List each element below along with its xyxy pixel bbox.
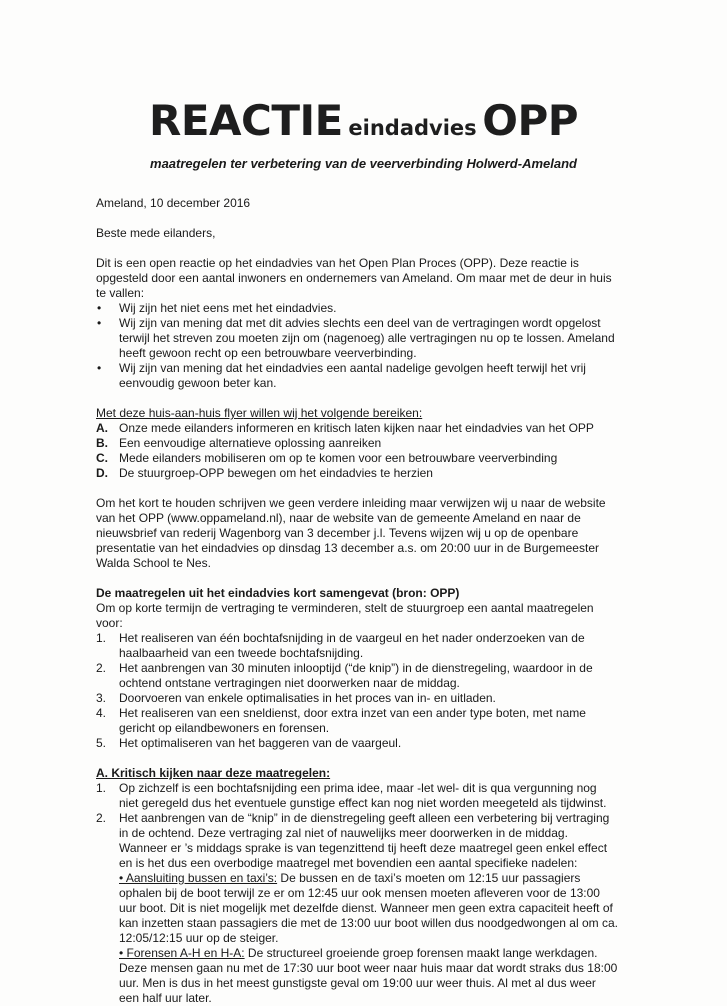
goal-text: Mede eilanders mobiliseren om op te komen voor een betrouwbare veerverbinding xyxy=(119,451,558,465)
goal-label: A. xyxy=(96,421,108,435)
sub-point-bussen-taxis xyxy=(119,871,618,946)
title-reactie: REACTIE xyxy=(148,96,343,145)
critical-list xyxy=(96,781,618,1006)
critical-item xyxy=(96,811,618,1006)
critical-text: Op zichzelf is een bochtafsnijding een prima idee, maar -let wel- dit is qua vergunning nog niet geregeld dus het eventuele gunstige effect kan nog niet worden meegeteld als tijdwinst. xyxy=(119,781,607,810)
measures-intro: Om op korte termijn de vertraging te verminderen, stelt de stuurgroep een aantal maatregelen voor: xyxy=(96,601,594,630)
greeting: Beste mede eilanders, xyxy=(96,226,216,240)
measure-item xyxy=(96,661,618,691)
measure-text: Doorvoeren van enkele optimalisaties in het proces van in- en uitladen. xyxy=(119,691,496,705)
measure-item xyxy=(96,691,618,706)
sub-point-forensen xyxy=(119,946,618,1006)
goal-label: B. xyxy=(96,436,108,450)
bullet-item: • Wij zijn van mening dat het eindadvies een aantal nadelige gevolgen heeft terwijl het vrij eenvoudig gewoon beter kan. xyxy=(96,361,618,391)
document-subtitle: maatregelen ter verbetering van de veerverbinding Holwerd-Ameland xyxy=(150,156,577,171)
measure-text: Het optimaliseren van het baggeren van de vaargeul. xyxy=(119,736,402,750)
sub-point-label: • Aansluiting bussen en taxi’s: xyxy=(119,871,278,885)
measure-item xyxy=(96,631,618,661)
bullet-item: • Wij zijn van mening dat met dit advies slechts een deel van de vertragingen wordt opgelost terwijl het streven zou moeten zijn om (nagenoeg) alle vertragingen nu op te lossen. Ameland heeft gewoon recht op een betrouwbare veerverbinding. xyxy=(96,316,618,361)
goal-item xyxy=(96,436,618,451)
goal-item xyxy=(96,466,618,481)
sub-point-text: De structureel groeiende groep forensen maakt lange werkdagen. Deze mensen gaan nu met de 17:30 uur boot weer naar huis maar dat wordt straks dus 18:00 uur. Men is dus in het meest gunstigste geval om 19:00 uur weer thuis. Al met al dus weer een half uur later. xyxy=(119,946,618,1005)
critical-text: Het aanbrengen van de “knip” in de dienstregeling geeft alleen een verbetering bij vertraging in de ochtend. Deze vertraging zal niet of nauwelijks meer doorwerken in de middag. Wanneer er ’s middags sprake is van tegenzittend tij heeft deze maatregel geen enkel effect en is het dus een overbodige maatregel met bovendien een aantal specifieke nadelen: xyxy=(119,811,610,870)
document-body xyxy=(96,196,618,1006)
document-title xyxy=(0,96,727,145)
measure-text: Het realiseren van één bochtafsnijding in de vaargeul en het nader onderzoeken van de haalbaarheid van een tweede bochtafsnijding. xyxy=(119,631,585,660)
goal-item xyxy=(96,451,618,466)
goal-text: Een eenvoudige alternatieve oplossing aanreiken xyxy=(119,436,382,450)
critical-label: 2. xyxy=(96,811,107,825)
sub-point-text: De bussen en de taxi’s moeten om 12:15 uur passagiers ophalen bij de boot terwijl ze er om 12:45 uur ook mensen moeten afleveren voor de 13:00 uur boot. Dit is niet mogelijk met dezelfde dienst. Wanneer men geen extra capaciteit heeft of kan inzetten staan passagiers die met de 13:00 uur boot willen dus noodgedwongen al om ca. 12:05/12:15 uur op de steiger. xyxy=(119,871,618,945)
title-eindadvies: eindadvies xyxy=(348,116,477,140)
sub-point-label: • Forensen A-H en H-A: xyxy=(119,946,245,960)
opinion-bullet-list xyxy=(96,301,618,391)
goal-item xyxy=(96,421,618,436)
goal-label: C. xyxy=(96,451,108,465)
measures-heading: De maatregelen uit het eindadvies kort samengevat (bron: OPP) xyxy=(96,586,460,600)
goal-text: De stuurgroep-OPP bewegen om het eindadvies te herzien xyxy=(119,466,433,480)
goals-list xyxy=(96,421,618,481)
measure-label: 2. xyxy=(96,661,107,675)
measure-label: 3. xyxy=(96,691,107,705)
intro-paragraph: Dit is een open reactie op het eindadvies van het Open Plan Proces (OPP). Deze reactie is opgesteld door een aantal inwoners en ondernemers van Ameland. Om maar met de deur in huis te vallen: xyxy=(96,256,612,300)
measure-text: Het realiseren van een sneldienst, door extra inzet van een ander type boten, met name gericht op eilandbewoners en forensen. xyxy=(119,706,586,735)
measure-text: Het aanbrengen van 30 minuten inlooptijd (“de knip”) in de dienstregeling, waardoor in de ochtend ontstane vertragingen niet doorwerken naar de middag. xyxy=(119,661,593,690)
critical-label: 1. xyxy=(96,781,107,795)
goals-heading: Met deze huis-aan-huis flyer willen wij het volgende bereiken: xyxy=(96,406,423,420)
critical-heading: A. Kritisch kijken naar deze maatregelen: xyxy=(96,766,331,780)
goal-label: D. xyxy=(96,466,108,480)
measures-list xyxy=(96,631,618,751)
measure-item xyxy=(96,706,618,736)
info-paragraph: Om het kort te houden schrijven we geen verdere inleiding maar verwijzen wij u naar de website van het OPP (www.oppameland.nl), naar de website van de gemeente Ameland en naar de nieuwsbrief van rederij Wagenborg van 3 december j.l. Tevens wijzen wij u op de openbare presentatie van het eindadvies op dinsdag 13 december a.s. om 20:00 uur in de Burgemeester Walda School te Nes. xyxy=(96,496,606,570)
bullet-item: • Wij zijn het niet eens met het eindadvies. xyxy=(96,301,618,316)
measure-label: 4. xyxy=(96,706,107,720)
measure-label: 5. xyxy=(96,736,107,750)
title-opp: OPP xyxy=(482,96,579,145)
date-line: Ameland, 10 december 2016 xyxy=(96,196,251,210)
critical-item xyxy=(96,781,618,811)
measure-item xyxy=(96,736,618,751)
goal-text: Onze mede eilanders informeren en kritisch laten kijken naar het eindadvies van het OPP xyxy=(119,421,594,435)
measure-label: 1. xyxy=(96,631,107,645)
